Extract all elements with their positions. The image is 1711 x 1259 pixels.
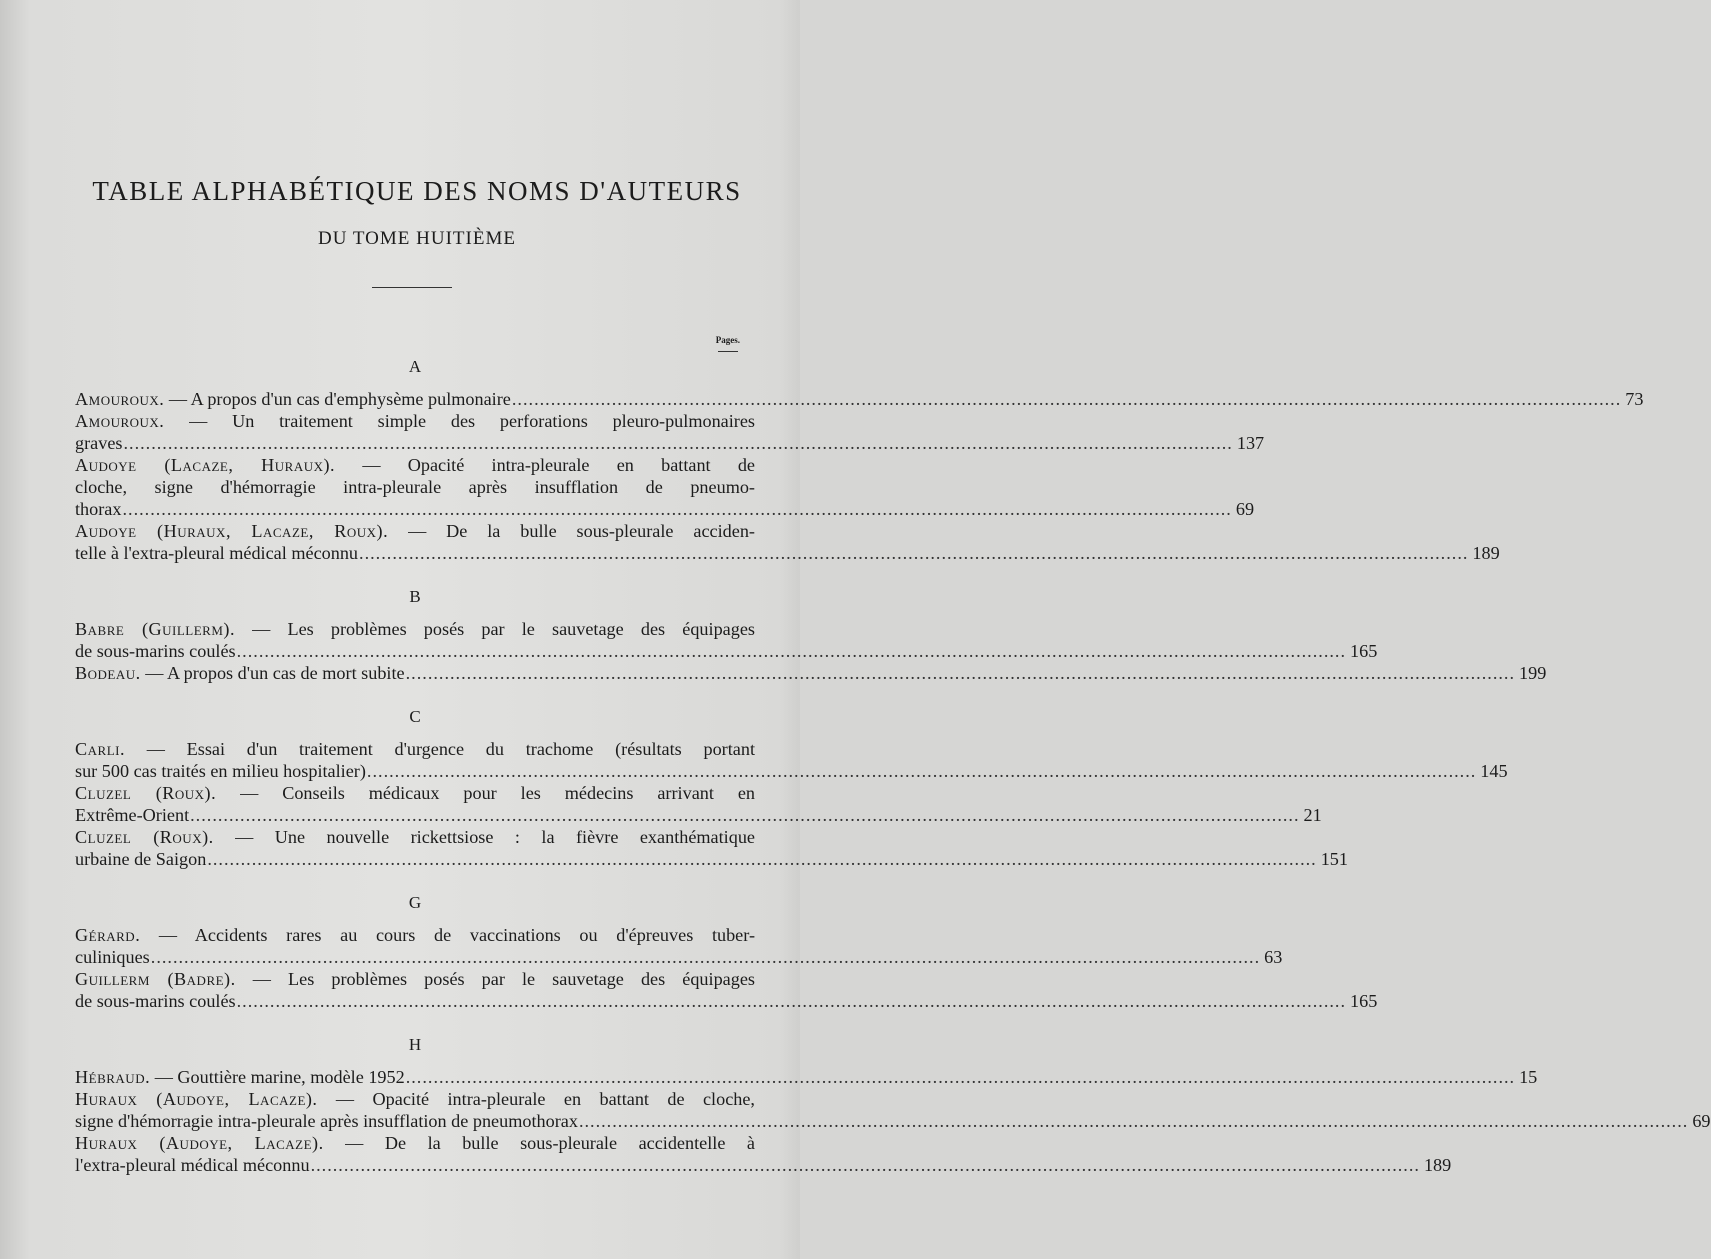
index-entry <box>75 1132 1452 1176</box>
author-name: Audoye (Huraux, Lacaze, Roux). <box>75 521 389 541</box>
entry-title-line: — Les problèmes posés par le sauvetage des équipages <box>235 619 755 639</box>
section-letter: B <box>409 587 421 606</box>
page-number: 199 <box>1519 663 1547 683</box>
entry-title-line: — De la bulle sous-pleurale accidentelle à <box>323 1133 755 1153</box>
author-name: Bodeau. <box>75 663 141 683</box>
section-letter: G <box>408 893 422 912</box>
entry-title-line: — Opacité intra-pleurale en battant de cloche, <box>317 1089 755 1109</box>
entry-title-line: — Les problèmes posés par le sauvetage des équipages <box>235 969 755 989</box>
entry-title-line: — Une nouvelle rickettsiose : la fièvre exanthématique <box>213 827 755 847</box>
entry-title-line: — Gouttière marine, modèle 1952 <box>150 1067 405 1087</box>
author-name: Cluzel (Roux). <box>75 827 214 847</box>
entry-title-line: urbaine de Saigon <box>75 849 207 869</box>
author-index <box>75 356 1711 1176</box>
author-name: Huraux (Audoye, Lacaze). <box>75 1089 318 1109</box>
entry-title-line: thorax <box>75 499 122 519</box>
index-entry <box>75 826 1348 870</box>
title-rule <box>372 287 452 288</box>
index-entry <box>75 662 1547 684</box>
entry-title-line: cloche, signe d'hémorragie intra-pleurale après insufflation de pneumo- <box>75 477 755 497</box>
page-number: 73 <box>1625 389 1644 409</box>
dot-leader: ........................................................................................................................................................................................................ <box>578 1111 1689 1131</box>
dot-leader: ........................................................................................................................................................................................................ <box>123 433 1233 453</box>
entry-title-line: sur 500 cas traités en milieu hospitalier) <box>75 761 366 781</box>
author-name: Gérard. <box>75 925 141 945</box>
page-title: TABLE ALPHABÉTIQUE DES NOMS D'AUTEURS <box>92 176 742 206</box>
entry-title-line: — A propos d'un cas d'emphysème pulmonaire <box>164 389 511 409</box>
section-letter: H <box>408 1035 422 1054</box>
author-name: Guillerm (Badre). <box>75 969 236 989</box>
dot-leader: ........................................................................................................................................................................................................ <box>359 543 1469 563</box>
author-name: Hébraud. <box>75 1067 151 1087</box>
dot-leader: ........................................................................................................................................................................................................ <box>122 499 1232 519</box>
entry-title-line: signe d'hémorragie intra-pleurale après insufflation de pneumothorax <box>75 1111 578 1131</box>
author-name: Babre (Guillerm). <box>75 619 236 639</box>
page-number: 189 <box>1423 1155 1452 1175</box>
dot-leader: ........................................................................................................................................................................................................ <box>236 991 1346 1011</box>
dot-leader: ........................................................................................................................................................................................................ <box>150 947 1261 967</box>
dot-leader: ........................................................................................................................................................................................................ <box>236 641 1346 661</box>
page-number: 69 <box>1692 1111 1711 1131</box>
entry-title-line: de sous-marins coulés <box>75 641 236 661</box>
index-entry <box>75 388 1644 410</box>
author-name: Carli. <box>75 739 126 759</box>
index-entry <box>75 924 1283 968</box>
index-entry <box>75 1088 1711 1132</box>
entry-title-line: graves <box>75 433 123 453</box>
page-number: 151 <box>1320 849 1348 869</box>
page-number: 145 <box>1480 761 1508 781</box>
page-number: 165 <box>1350 641 1378 661</box>
page-number: 69 <box>1235 499 1255 519</box>
entry-title-line: — Accidents rares au cours de vaccinations ou d'épreuves tuber- <box>140 925 755 945</box>
entry-title-line: — De la bulle sous-pleurale acciden- <box>388 521 755 541</box>
author-name: Huraux (Audoye, Lacaze). <box>75 1133 324 1153</box>
pages-column-label: Pages. <box>715 335 740 345</box>
index-entry <box>75 618 1378 662</box>
entry-title-line: — Essai d'un traitement d'urgence du trachome (résultats portant <box>125 739 755 759</box>
dot-leader: ........................................................................................................................................................................................................ <box>405 1067 1516 1087</box>
index-entry <box>75 454 1255 520</box>
dot-leader: ........................................................................................................................................................................................................ <box>366 761 1477 781</box>
entry-title-line: l'extra-pleural médical méconnu <box>75 1155 310 1175</box>
index-entry <box>75 520 1500 564</box>
page-number: 21 <box>1303 805 1322 825</box>
index-entry <box>75 782 1322 826</box>
author-name: Amouroux. <box>75 389 165 409</box>
index-entry <box>75 410 1265 454</box>
entry-title-line: — Un traitement simple des perforations pleuro-pulmonaires <box>164 411 755 431</box>
index-entry <box>75 968 1378 1012</box>
dot-leader: ........................................................................................................................................................................................................ <box>207 849 1317 869</box>
index-entry <box>75 1066 1538 1088</box>
page-number: 189 <box>1472 543 1500 563</box>
dot-leader: ........................................................................................................................................................................................................ <box>405 663 1515 683</box>
page-number: 63 <box>1264 947 1283 967</box>
pages-column-rule <box>718 351 738 352</box>
dot-leader: ........................................................................................................................................................................................................ <box>190 805 1300 825</box>
entry-title-line: — Conseils médicaux pour les médecins arrivant en <box>216 783 755 803</box>
index-entry <box>75 738 1508 782</box>
author-name: Audoye (Lacaze, Huraux). <box>75 455 336 475</box>
author-name: Amouroux. <box>75 411 165 431</box>
entry-title-line: Extrême-Orient <box>75 805 190 825</box>
entry-title-line: — Opacité intra-pleurale en battant de <box>335 455 755 475</box>
entry-title-line: de sous-marins coulés <box>75 991 236 1011</box>
page-number: 137 <box>1236 433 1265 453</box>
section-letter: A <box>408 357 422 376</box>
page-number: 15 <box>1519 1067 1538 1087</box>
dot-leader: ........................................................................................................................................................................................................ <box>511 389 1622 409</box>
entry-title-line: — A propos d'un cas de mort subite <box>140 663 405 683</box>
section-letter: C <box>409 707 421 726</box>
dot-leader: ........................................................................................................................................................................................................ <box>310 1155 1420 1175</box>
author-name: Cluzel (Roux). <box>75 783 217 803</box>
entry-title-line: telle à l'extra-pleural médical méconnu <box>75 543 359 563</box>
page-subtitle: DU TOME HUITIÈME <box>318 228 516 249</box>
entry-title-line: culiniques <box>75 947 150 967</box>
page-number: 165 <box>1350 991 1378 1011</box>
